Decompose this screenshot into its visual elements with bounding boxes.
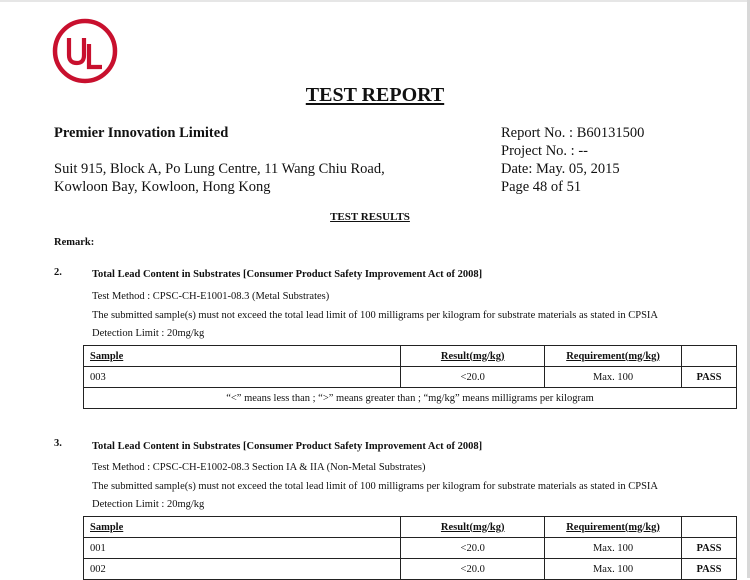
table-row (84, 559, 737, 580)
company-address (54, 160, 385, 196)
item-title: Total Lead Content in Substrates [Consumer Product Safety Improvement Act of 2008] (92, 441, 483, 452)
limit-statement: The submitted sample(s) must not exceed the total lead limit of 100 milligrams per kilogram for substrate materials as stated in CPSIA (92, 481, 659, 492)
column-header (682, 346, 737, 367)
column-header (682, 517, 737, 538)
item-number: 2. (54, 267, 62, 278)
column-header: Result(mg/kg) (401, 517, 545, 538)
verdict-cell: PASS (682, 367, 737, 388)
table-header-row (84, 517, 737, 538)
project-number: Project No. : -- (501, 143, 588, 159)
ul-logo-icon (52, 18, 118, 84)
detection-limit: Detection Limit : 20mg/kg (92, 328, 205, 339)
verdict-cell: PASS (682, 559, 737, 580)
sample-cell: 001 (84, 538, 401, 559)
column-header: Requirement(mg/kg) (545, 346, 682, 367)
result-cell: <20.0 (401, 367, 545, 388)
requirement-cell: Max. 100 (545, 538, 682, 559)
result-cell: <20.0 (401, 559, 545, 580)
window-top-edge (0, 0, 750, 2)
section-heading: TEST RESULTS (330, 211, 410, 223)
page-number: Page 48 of 51 (501, 179, 582, 195)
address-line: Kowloon Bay, Kowloon, Hong Kong (54, 179, 271, 195)
column-header: Result(mg/kg) (401, 346, 545, 367)
sample-cell: 002 (84, 559, 401, 580)
column-header: Sample (84, 346, 401, 367)
item-title: Total Lead Content in Substrates [Consumer Product Safety Improvement Act of 2008] (92, 269, 483, 280)
verdict-cell: PASS (682, 538, 737, 559)
item-number: 3. (54, 438, 62, 449)
test-method: Test Method : CPSC-CH-E1001-08.3 (Metal Substrates) (92, 291, 330, 302)
report-meta (501, 124, 644, 196)
sample-cell: 003 (84, 367, 401, 388)
results-table (83, 516, 737, 580)
report-number: Report No. : B60131500 (501, 125, 645, 141)
requirement-cell: Max. 100 (545, 367, 682, 388)
legend-note: “<” means less than ; “>” means greater than ; “mg/kg” means milligrams per kilogram (84, 388, 737, 409)
report-date: Date: May. 05, 2015 (501, 161, 620, 177)
table-note-row (84, 388, 737, 409)
results-table (83, 345, 737, 409)
table-header-row (84, 346, 737, 367)
company-name: Premier Innovation Limited (54, 125, 229, 141)
table-row (84, 367, 737, 388)
column-header: Requirement(mg/kg) (545, 517, 682, 538)
result-cell: <20.0 (401, 538, 545, 559)
limit-statement: The submitted sample(s) must not exceed the total lead limit of 100 milligrams per kilogram for substrate materials as stated in CPSIA (92, 310, 659, 321)
address-line: Suit 915, Block A, Po Lung Centre, 11 Wang Chiu Road, (54, 161, 385, 177)
table-row (84, 538, 737, 559)
report-title: TEST REPORT (305, 84, 445, 106)
requirement-cell: Max. 100 (545, 559, 682, 580)
column-header: Sample (84, 517, 401, 538)
test-method: Test Method : CPSC-CH-E1002-08.3 Section IA & IIA (Non-Metal Substrates) (92, 462, 426, 473)
remark-label: Remark: (54, 237, 95, 248)
detection-limit: Detection Limit : 20mg/kg (92, 499, 205, 510)
